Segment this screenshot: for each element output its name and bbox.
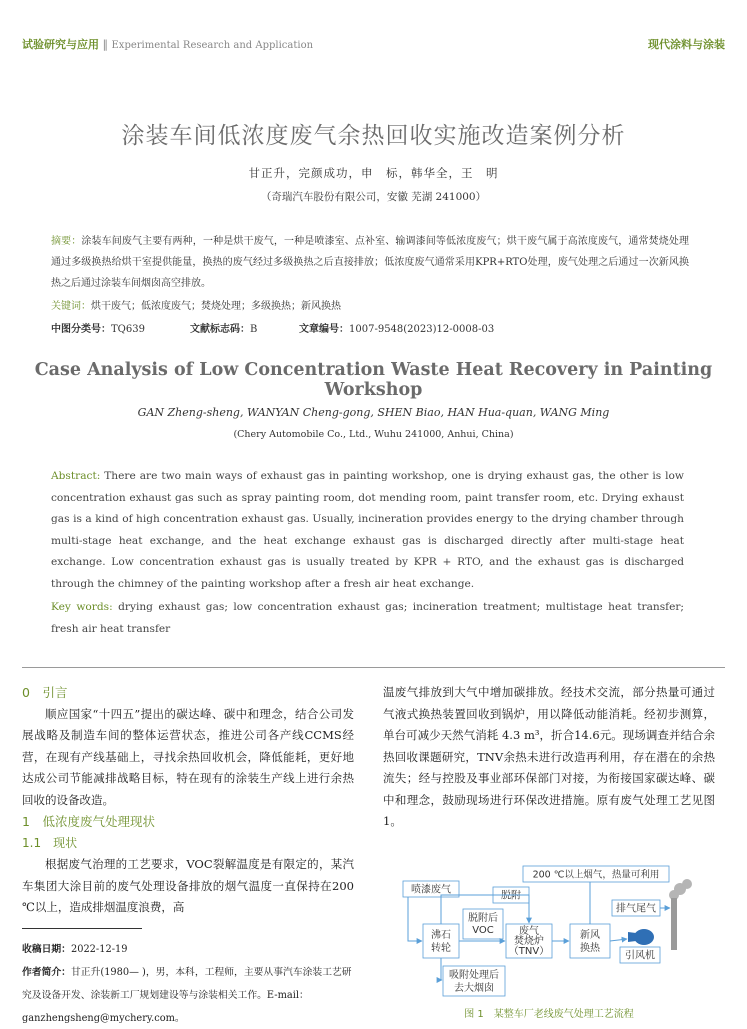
paper-title-cn: 涂装车间低浓度废气余热回收实施改造案例分析 [121,123,626,149]
chimney-smoke-icon [669,879,692,950]
right-column-paragraph: 温废气排放到大气中增加碳排放。经技术交流，部分热量可通过气液式换热装置回收到锅炉，用以降低动能消耗。经初步测算，单台可减少天然气消耗 4.3 m³，折合14.6元。现场调查并结合余热回收课题研究，TNV余热未进行改造再利用，存在潜在的余热流失；经与控股及事业部环保部门对接，为衔接国家碳达峰、碳中和理念，鼓励现场进行环保改进措施。原有废气处理工艺见图1。 [383,685,715,828]
abstract-en-text: There are two main ways of exhaust gas in painting workshop, one is drying exhaust gas, the other is low concentration exhaust gas such as spray painting room, dot mending room, paint transfer room, etc. Drying exhaust gas is a kind of high concentration exhaust gas. Usually, incineration provides energy to the drying chamber through multi-stage heat exchange, and the heat exchange exhaust gas is discharged directly after multi-stage heat exchange. Low concentration exhaust gas is usually treated by KPR + RTO, and the exhaust gas is discharged through the chimney of the painting workshop after a fresh air heat exchange. [51,470,684,590]
abstract-cn [51,231,689,294]
label-tnv-2: 焚烧炉 [514,936,544,947]
journal-section-en: Experimental Research and Application [111,40,314,51]
label-after-desorb-2: VOC [472,925,494,936]
figure-caption: 图 1 某整车厂老线废气处理工艺流程 [464,1009,634,1020]
keywords-cn-label: 关键词： [51,301,91,312]
label-desorb: 脱附 [501,890,521,902]
label-fresh-2: 换热 [580,943,600,954]
keywords-en-label: Key words: [51,601,113,613]
fan-icon [628,929,654,945]
body-right-column [383,682,715,833]
keywords-cn-text: 烘干废气；低浓度废气；焚烧处理；多级换热；新风换热 [91,301,341,312]
label-fan: 引风机 [625,950,655,962]
label-adsorb-2: 去大烟囱 [454,983,494,994]
journal-section-cn: 试验研究与应用 [22,38,99,51]
abstract-cn-text: 涂装车间废气主要有两种，一种是烘干废气，一种是喷漆室、点补室、输调漆间等低浓度废气；烘干废气属于高浓度废气，通常焚烧处理通过多级换热给烘干室提供能量，换热的废气经过多级换热之后直接排放；低浓度废气通常采用KPR+RTO处理，废气处理之后通过一次新风换热之后通过涂装车间烟囱高空排放。 [51,236,690,289]
process-flow-diagram [396,862,700,1004]
label-after-desorb-1: 脱附后 [468,913,498,924]
label-zeolite-2: 转轮 [431,943,451,954]
label-adsorb-1: 吸附处理后 [449,970,499,981]
affiliation-cn: （奇瑞汽车股份有限公司，安徽 芜湖 241000） [260,191,487,203]
article-number: 文章编号：1007-9548(2023)12-0008-03 [299,324,495,335]
received-date: 收稿日期：2022-12-19 [22,944,128,955]
keywords-en [51,597,684,640]
section-1-1-heading: 1.1 现状 [22,835,78,850]
section-divider [22,667,725,668]
section-0-paragraph: 顺应国家“十四五”提出的碳达峰、碳中和理念，结合公司发展战略及制造车间的整体运营状态，推进公司各产线CCMS经营，在现有产线基础上，寻找余热回收机会，降低能耗，更好地达成公司节能减排战略目标，特在现有的涂装生产线上进行余热回收的设备改造。 [22,706,354,807]
label-tnv-1: 废气 [519,926,539,937]
keywords-cn [51,297,689,312]
running-header [22,36,725,56]
header-separator: ‖ [102,38,108,51]
abstract-cn-label: 摘要： [51,236,82,247]
label-spray-gas: 喷漆废气 [411,884,451,896]
document-code: 文献标志码：B [190,324,258,335]
label-exhaust-tail: 排气尾气 [616,903,656,915]
label-zeolite-1: 沸石 [431,930,451,941]
label-top-note: 200 ℃以上烟气，热量可利用 [532,869,660,881]
header-left [22,36,313,52]
abstract-en [51,466,684,595]
journal-name: 现代涂料与涂装 [648,38,725,51]
footnote-rule [22,928,142,929]
label-fresh-1: 新风 [580,930,600,941]
section-1-heading: 1 低浓度废气处理现状 [22,814,155,829]
clc-code: 中图分类号：TQ639 [51,324,145,335]
section-0-heading: 0 引言 [22,685,68,700]
label-tnv-3: （TNV） [508,946,550,957]
footnote [22,938,354,1029]
keywords-en-text: drying exhaust gas; low concentration exhaust gas; incineration treatment; multistage heat transfer; fresh air heat transfer [51,601,684,635]
affiliation-en: (Chery Automobile Co., Ltd., Wuhu 241000, Anhui, China) [233,429,514,440]
author-bio: 作者简介：甘正升(1980— )，男，本科，工程师，主要从事汽车涂装工艺研究及设备开发、涂装新工厂规划建设等与涂装相关工作。E-mail：ganzhengsheng@mychery.com。 [22,967,352,1024]
paper-title-en: Case Analysis of Low Concentration Waste Heat Recovery in Painting Workshop [34,360,713,400]
authors-en: GAN Zheng-sheng, WANYAN Cheng-gong, SHEN Biao, HAN Hua-quan, WANG Ming [137,406,610,419]
abstract-en-label: Abstract: [51,470,101,482]
authors-cn: 甘正升，完颜成功，申 标，韩华全，王 明 [248,166,499,180]
body-left-column [22,682,354,919]
section-1-1-paragraph: 根据废气治理的工艺要求，VOC裂解温度是有限定的，某汽车集团大涂目前的废气处理设备排放的烟气温度一直保持在200 ℃以上，造成排烟温度浪费，高 [22,857,354,914]
